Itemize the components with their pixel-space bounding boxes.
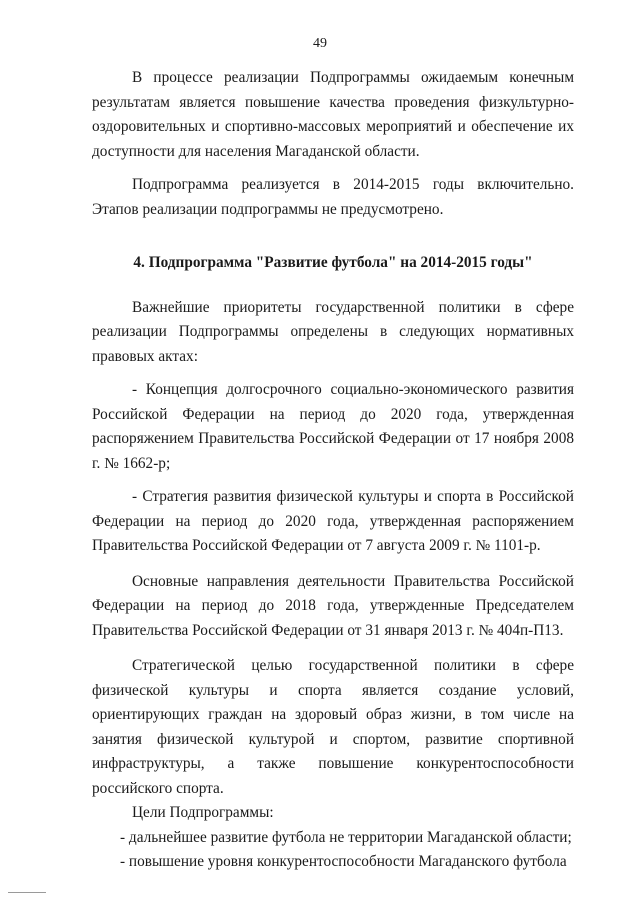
paragraph-priorities: Важнейшие приоритеты государственной политики в сфере реализации Подпрограммы определены в следующих нормативных правовых актах:	[92, 298, 574, 365]
page-number: 49	[313, 36, 327, 51]
section-heading: 4. Подпрограмма "Развитие футбола" на 2014-2015 годы"	[133, 254, 533, 271]
goal-item: - повышение уровня конкурентоспособности Магаданского футбола	[120, 853, 567, 870]
paragraph-strategic-goal: Стратегической целью государственной политики в сфере физической культуры и спорта является создание условий, ориентирующих граждан на здоровый образ жизни, в том числе на занятия физической культурой и спортом, развитие спортивной инфраструктуры, а также повышение конкурентоспособности российского спорта.	[92, 657, 574, 797]
paragraph-strategy-2020: - Стратегия развития физической культуры и спорта в Российской Федерации на период до 2020 года, утвержденная распоряжением Правительства Российской Федерации от 7 августа 2009 г. № 1101-р.	[92, 488, 574, 554]
scan-edge-mark	[8, 892, 46, 893]
paragraph-government-directions: Основные направления деятельности Правительства Российской Федерации на период до 2018 года, утвержденные Председателем Правительства Российской Федерации от 31 января 2013 г. № 404п-П13.	[92, 572, 574, 639]
paragraph-expected-results: В процессе реализации Подпрограммы ожидаемым конечным результатам является повышение качества проведения физкультурно-оздоровительных и спортивно-массовых мероприятий и обеспечение их доступности для населения Магаданской области.	[92, 69, 574, 160]
paragraph-concept-2020: - Концепция долгосрочного социально-экономического развития Российской Федерации на период до 2020 года, утвержденная распоряжением Правительства Российской Федерации от 17 ноября 2008 г. № 1662-р;	[92, 381, 574, 472]
goal-item: - дальнейшее развитие футбола не территории Магаданской области;	[120, 828, 572, 846]
page-content	[92, 66, 574, 875]
paragraph-implementation-period: Подпрограмма реализуется в 2014-2015 годы включительно. Этапов реализации подпрограммы не предусмотрено.	[92, 176, 574, 218]
goals-title: Цели Подпрограммы:	[132, 804, 274, 821]
